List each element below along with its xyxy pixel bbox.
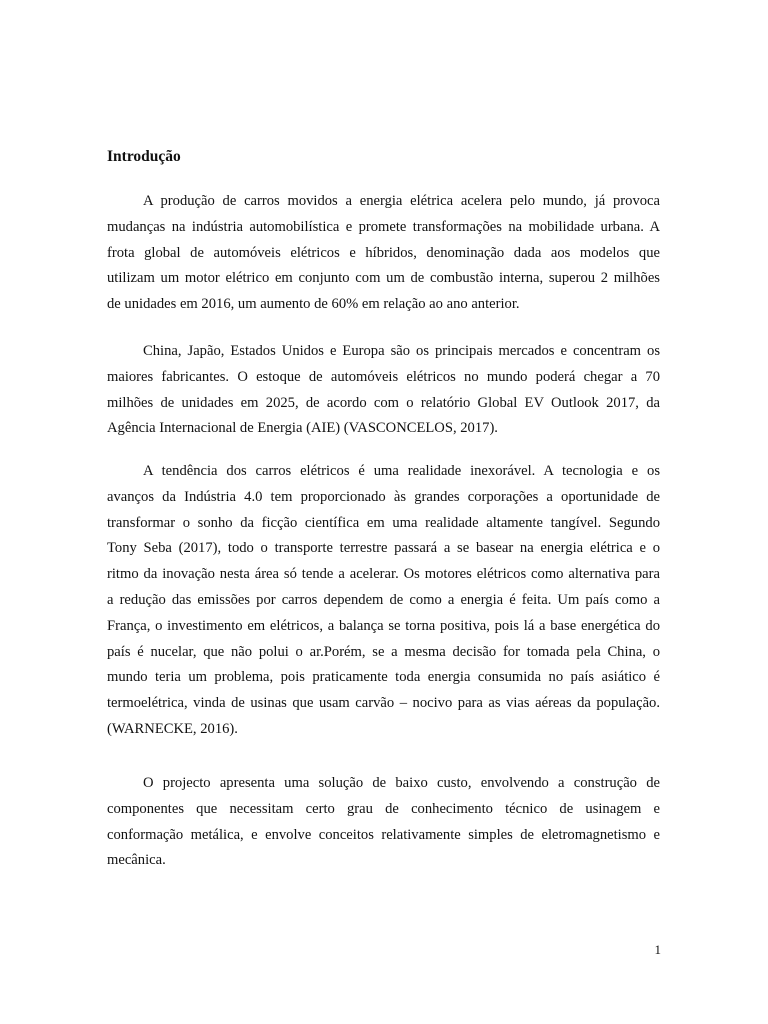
paragraph-line: componentes que necessitam certo grau de conhecimento técnico de usinagem e	[107, 800, 660, 817]
paragraph-line: avanços da Indústria 4.0 tem proporcionado às grandes corporações a oportunidade de	[107, 488, 660, 505]
paragraph-line: mudanças na indústria automobilística e promete transformações na mobilidade urbana. A	[107, 218, 660, 235]
paragraph-line: de unidades em 2016, um aumento de 60% em relação ao ano anterior.	[107, 296, 520, 313]
section-heading: Introdução	[107, 148, 181, 165]
paragraph-line: Agência Internacional de Energia (AIE) (VASCONCELOS, 2017).	[107, 420, 498, 437]
paragraph-line: maiores fabricantes. O estoque de automóveis elétricos no mundo poderá chegar a 70	[107, 368, 660, 385]
paragraph-line: mecânica.	[107, 852, 166, 869]
paragraph-line: transformar o sonho da ficção científica em uma realidade altamente tangível. Segundo	[107, 514, 660, 531]
paragraph-1	[107, 189, 660, 318]
paragraph-line: A produção de carros movidos a energia elétrica acelera pelo mundo, já provoca	[143, 193, 660, 209]
paragraph-line: milhões de unidades em 2025, de acordo com o relatório Global EV Outlook 2017, da	[107, 394, 660, 411]
paragraph-line: utilizam um motor elétrico em conjunto com um de combustão interna, superou 2 milhões	[107, 270, 660, 287]
paragraph-line: (WARNECKE, 2016).	[107, 720, 238, 737]
paragraph-line: ritmo da inovação nesta área só tende a acelerar. Os motores elétricos como alternativa para	[107, 566, 660, 583]
paragraph-line: mundo teria um problema, pois praticamente toda energia consumida no país asiático é	[107, 669, 660, 686]
paragraph-line: termoelétrica, vinda de usinas que usam carvão – nocivo para as vias aéreas da população.	[107, 695, 660, 712]
paragraph-line: França, o investimento em elétricos, a balança se torna positiva, pois lá a base energética do	[107, 617, 660, 634]
paragraph-line: a redução das emissões por carros dependem de como a energia é feita. Um país como a	[107, 591, 660, 608]
paragraph-2	[107, 339, 660, 442]
page-number: 1	[654, 942, 661, 957]
paragraph-line: frota global de automóveis elétricos e híbridos, denominação dada aos modelos que	[107, 244, 660, 261]
paragraph-line: A tendência dos carros elétricos é uma realidade inexorável. A tecnologia e os	[143, 463, 660, 479]
paragraph-3	[107, 459, 660, 743]
paragraph-line: país é nucelar, que não polui o ar.Porém, se a mesma decisão for tomada pela China, o	[107, 643, 660, 660]
paragraph-4	[107, 771, 660, 874]
paragraph-line: Tony Seba (2017), todo o transporte terrestre passará a se basear na energia elétrica e o	[107, 540, 660, 557]
paragraph-line: China, Japão, Estados Unidos e Europa são os principais mercados e concentram os	[143, 343, 660, 359]
paragraph-line: conformação metálica, e envolve conceitos relativamente simples de eletromagnetismo e	[107, 826, 660, 843]
paragraph-line: O projecto apresenta uma solução de baixo custo, envolvendo a construção de	[143, 775, 660, 791]
